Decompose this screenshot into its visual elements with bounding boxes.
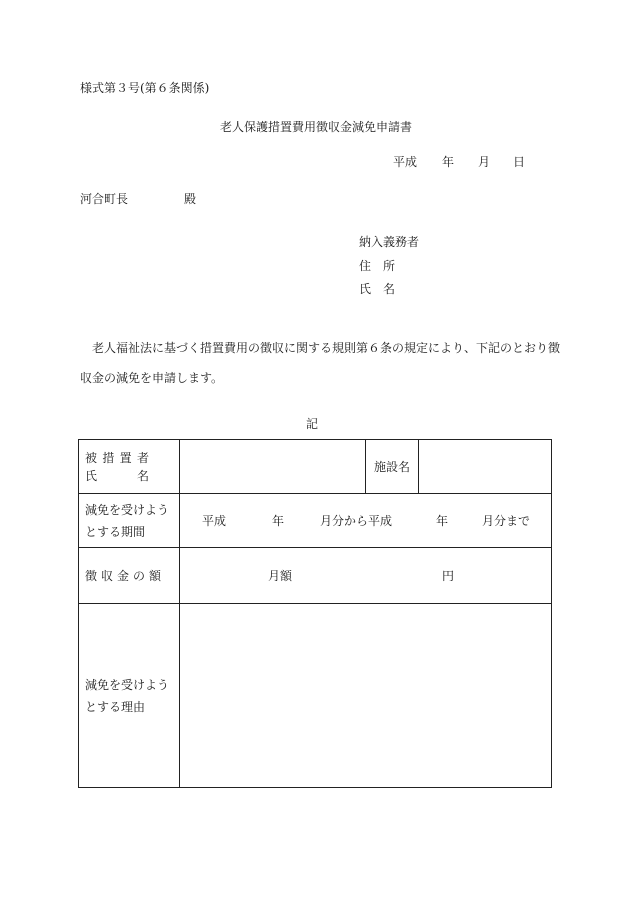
reduction-reason-field[interactable] xyxy=(180,604,552,788)
applicant-heading: 納入義務者 xyxy=(359,235,420,249)
insured-label-char: 置 xyxy=(119,450,132,465)
date-year-label: 年 xyxy=(442,155,455,169)
period-to-text: 月分まで xyxy=(482,514,531,528)
document-title: 老人保護措置費用徴収金減免申請書 xyxy=(220,120,413,134)
recipient-honorific: 殿 xyxy=(184,192,197,206)
period-era-start: 平成 xyxy=(202,514,227,528)
date-era: 平成 xyxy=(393,155,418,169)
collection-amount-label: 徴収金の額 xyxy=(79,548,180,604)
insured-label-char: 措 xyxy=(102,450,115,465)
period-label-line1: 減免を受けよう xyxy=(85,502,170,517)
insured-label-char: 名 xyxy=(136,468,149,483)
reduction-reason-label xyxy=(79,604,180,788)
period-year-start: 年 xyxy=(272,514,285,528)
note-heading: 記 xyxy=(306,417,319,431)
table-row xyxy=(79,548,552,604)
insured-name-label xyxy=(79,440,180,494)
recipient-name: 河合町長 xyxy=(80,192,129,206)
insured-label-char: 被 xyxy=(85,450,98,465)
body-line-1: 老人福祉法に基づく措置費用の徴収に関する規則第６条の規定により、下記のとおり徴 xyxy=(92,341,561,355)
reduction-period-field[interactable] xyxy=(180,494,552,548)
amount-yen-label: 円 xyxy=(442,569,455,583)
insured-name-field[interactable] xyxy=(180,440,366,494)
reduction-period-label xyxy=(79,494,180,548)
form-number: 様式第３号(第６条関係) xyxy=(80,81,210,95)
amount-monthly-label: 月額 xyxy=(268,569,293,583)
facility-name-field[interactable] xyxy=(419,440,552,494)
reason-label-line1: 減免を受けよう xyxy=(85,677,170,692)
applicant-address-label: 住 所 xyxy=(359,259,396,273)
collection-amount-field[interactable] xyxy=(180,548,552,604)
table-row xyxy=(79,604,552,788)
applicant-name-label: 氏 名 xyxy=(359,282,396,296)
facility-name-label: 施設名 xyxy=(366,440,419,494)
period-year-end: 年 xyxy=(436,514,449,528)
insured-label-line2 xyxy=(85,470,149,482)
period-label-line2: とする期間 xyxy=(85,524,146,539)
application-table xyxy=(78,439,552,788)
date-day-label: 日 xyxy=(513,155,526,169)
period-from-text: 月分から平成 xyxy=(320,514,393,528)
body-line-2: 収金の減免を申請します。 xyxy=(80,371,224,385)
date-month-label: 月 xyxy=(478,155,491,169)
reason-label-line2: とする理由 xyxy=(85,699,146,714)
table-row xyxy=(79,440,552,494)
insured-label-char: 者 xyxy=(136,450,149,465)
insured-label-line1 xyxy=(85,452,149,464)
insured-label-char: 氏 xyxy=(85,468,98,483)
table-row xyxy=(79,494,552,548)
